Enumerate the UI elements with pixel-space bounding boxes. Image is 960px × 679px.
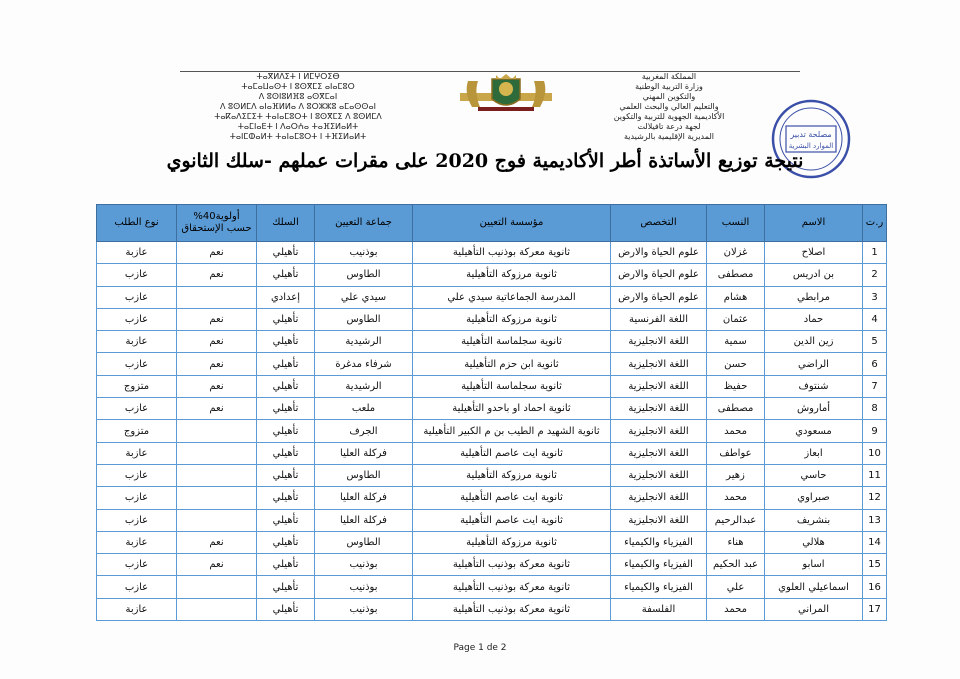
cell-index: 1 bbox=[863, 242, 887, 264]
cell-institution: ثانوية ايت عاصم التأهيلية bbox=[413, 509, 611, 531]
cell-priority: نعم bbox=[177, 554, 257, 576]
tifinagh-line: ⵜⴰⵎⴰⵡⴰⵙⵜ ⵏ ⵓⵙⴳⵎⵉ ⴰⵏⴰⵎⵓⵔ bbox=[241, 82, 355, 91]
cell-institution: ثانوية مرزوكة التأهيلية bbox=[413, 531, 611, 553]
assignment-table bbox=[96, 204, 887, 621]
table-header-row bbox=[97, 205, 887, 242]
cell-request-type: عازبة bbox=[97, 531, 177, 553]
cell-surname: مصطفى bbox=[707, 398, 765, 420]
ministry-line: المديرية الإقليمية بالرشيدية bbox=[623, 132, 715, 141]
table-row bbox=[97, 375, 887, 397]
table-row bbox=[97, 286, 887, 308]
cell-request-type: عازب bbox=[97, 509, 177, 531]
stamp-line-2: الموارد البشرية bbox=[788, 142, 834, 150]
cell-priority: نعم bbox=[177, 353, 257, 375]
cell-cycle: تأهيلي bbox=[257, 464, 315, 486]
cell-name: حاسي bbox=[765, 464, 863, 486]
cell-specialty: الفلسفة bbox=[611, 598, 707, 620]
cell-specialty: اللغة الفرنسية bbox=[611, 308, 707, 330]
table-row bbox=[97, 487, 887, 509]
col-header-commune: جماعة التعيين bbox=[315, 205, 413, 242]
cell-priority: نعم bbox=[177, 264, 257, 286]
cell-name: بنشريف bbox=[765, 509, 863, 531]
cell-institution: ثانوية سجلماسة التأهيلية bbox=[413, 331, 611, 353]
cell-specialty: اللغة الانجليزية bbox=[611, 398, 707, 420]
cell-name: أماروش bbox=[765, 398, 863, 420]
table-body bbox=[97, 242, 887, 621]
cell-request-type: عازبة bbox=[97, 442, 177, 464]
cell-index: 15 bbox=[863, 554, 887, 576]
cell-commune: فركلة العليا bbox=[315, 442, 413, 464]
ministry-header bbox=[574, 72, 764, 142]
cell-institution: ثانوية معركة بوذنيب التأهيلية bbox=[413, 554, 611, 576]
cell-surname: عبدالرحيم bbox=[707, 509, 765, 531]
tifinagh-line: ⴷ ⵓⵙⵍⵎⴷ ⴰⵏⴰⴼⵍⵍⴰ ⴷ ⵓⵔⵣⵣⵓ ⴰⵎⴰⵙⵙⴰⵏ bbox=[220, 102, 376, 111]
cell-institution: المدرسة الجماعاتية سيدي علي bbox=[413, 286, 611, 308]
cell-priority bbox=[177, 509, 257, 531]
table-row bbox=[97, 531, 887, 553]
cell-request-type: عازب bbox=[97, 264, 177, 286]
cell-cycle: تأهيلي bbox=[257, 531, 315, 553]
cell-name: مرابطي bbox=[765, 286, 863, 308]
cell-name: هلالي bbox=[765, 531, 863, 553]
tifinagh-line: ⵜⴰⵎⵏⴰⴹⵜ ⵏ ⴷⴰⵔⵄⴰ ⵜⴰⴼⵉⵍⴰⵍⵜ bbox=[237, 122, 359, 131]
cell-name: مسعودي bbox=[765, 420, 863, 442]
tifinagh-line: ⵜⴰⵏⵎⵀⴰⵍⵜ ⵜⴰⵏⴰⵎⵓⵔⵜ ⵏ ⵜⴼⵉⵍⴰⵍⵜ bbox=[229, 132, 367, 141]
cell-cycle: تأهيلي bbox=[257, 398, 315, 420]
table-row bbox=[97, 420, 887, 442]
cell-cycle: تأهيلي bbox=[257, 331, 315, 353]
cell-request-type: عازب bbox=[97, 308, 177, 330]
cell-cycle: تأهيلي bbox=[257, 420, 315, 442]
ministry-line: وزارة التربية الوطنية bbox=[635, 82, 703, 91]
cell-request-type: عازب bbox=[97, 398, 177, 420]
cell-cycle: تأهيلي bbox=[257, 554, 315, 576]
cell-priority: نعم bbox=[177, 398, 257, 420]
cell-request-type: عازب bbox=[97, 554, 177, 576]
cell-commune: فركلة العليا bbox=[315, 487, 413, 509]
cell-commune: الجرف bbox=[315, 420, 413, 442]
cell-commune: شرفاء مدغرة bbox=[315, 353, 413, 375]
cell-surname: محمد bbox=[707, 487, 765, 509]
cell-index: 4 bbox=[863, 308, 887, 330]
cell-request-type: عازب bbox=[97, 353, 177, 375]
cell-index: 13 bbox=[863, 509, 887, 531]
cell-surname: زهير bbox=[707, 464, 765, 486]
ministry-line: لجهة درعة تافيلالت bbox=[637, 122, 701, 131]
table-row bbox=[97, 464, 887, 486]
cell-surname: سمية bbox=[707, 331, 765, 353]
cell-commune: فركلة العليا bbox=[315, 509, 413, 531]
cell-cycle: تأهيلي bbox=[257, 242, 315, 264]
page-number: Page 1 de 2 bbox=[453, 643, 507, 653]
page-title: نتيجة توزيع الأساتذة أطر الأكاديمية فوج 2020 على مقرات عملهم -سلك الثانوي bbox=[166, 150, 804, 172]
cell-commune: سيدي علي bbox=[315, 286, 413, 308]
cell-commune: الطاوس bbox=[315, 464, 413, 486]
table-row bbox=[97, 442, 887, 464]
cell-name: الراضي bbox=[765, 353, 863, 375]
tifinagh-header bbox=[178, 72, 418, 142]
cell-priority bbox=[177, 442, 257, 464]
cell-specialty: اللغة الانجليزية bbox=[611, 464, 707, 486]
cell-index: 16 bbox=[863, 576, 887, 598]
table-row bbox=[97, 554, 887, 576]
cell-commune: الرشيدية bbox=[315, 331, 413, 353]
cell-specialty: اللغة الانجليزية bbox=[611, 375, 707, 397]
cell-name: زين الدين bbox=[765, 331, 863, 353]
cell-surname: حسن bbox=[707, 353, 765, 375]
cell-surname: غزلان bbox=[707, 242, 765, 264]
cell-institution: ثانوية مرزوكة التأهيلية bbox=[413, 264, 611, 286]
cell-commune: بوذنيب bbox=[315, 598, 413, 620]
cell-cycle: تأهيلي bbox=[257, 487, 315, 509]
col-header-specialty: التخصص bbox=[611, 205, 707, 242]
cell-cycle: تأهيلي bbox=[257, 509, 315, 531]
table-row bbox=[97, 242, 887, 264]
cell-request-type: عازب bbox=[97, 576, 177, 598]
cell-priority: نعم bbox=[177, 375, 257, 397]
cell-specialty: الفيزياء والكيمياء bbox=[611, 554, 707, 576]
cell-priority: نعم bbox=[177, 331, 257, 353]
col-header-request-type: نوع الطلب bbox=[97, 205, 177, 242]
table-row bbox=[97, 353, 887, 375]
cell-specialty: اللغة الانجليزية bbox=[611, 420, 707, 442]
cell-cycle: إعدادي bbox=[257, 286, 315, 308]
cell-priority: نعم bbox=[177, 242, 257, 264]
cell-cycle: تأهيلي bbox=[257, 576, 315, 598]
cell-name: المراني bbox=[765, 598, 863, 620]
cell-cycle: تأهيلي bbox=[257, 598, 315, 620]
cell-request-type: متزوج bbox=[97, 420, 177, 442]
cell-cycle: تأهيلي bbox=[257, 353, 315, 375]
cell-priority bbox=[177, 487, 257, 509]
col-header-priority bbox=[177, 205, 257, 242]
stamp-line-1: مصلحة تدبير bbox=[790, 130, 832, 139]
priority-header-line-1: أولوية40% bbox=[193, 211, 240, 222]
cell-name: بن ادريس bbox=[765, 264, 863, 286]
cell-name: اسابو bbox=[765, 554, 863, 576]
cell-specialty: اللغة الانجليزية bbox=[611, 331, 707, 353]
cell-institution: ثانوية معركة بوذنيب التأهيلية bbox=[413, 576, 611, 598]
col-header-name: الاسم bbox=[765, 205, 863, 242]
cell-surname: هشام bbox=[707, 286, 765, 308]
cell-index: 10 bbox=[863, 442, 887, 464]
cell-request-type: عازبة bbox=[97, 331, 177, 353]
ministry-line: والتكوين المهني bbox=[642, 92, 696, 101]
cell-surname: هناء bbox=[707, 531, 765, 553]
cell-institution: ثانوية ابن حزم التأهيلية bbox=[413, 353, 611, 375]
cell-name: اسماعيلي العلوي bbox=[765, 576, 863, 598]
cell-index: 12 bbox=[863, 487, 887, 509]
ministry-line: المملكة المغربية bbox=[641, 72, 697, 81]
cell-request-type: عازب bbox=[97, 487, 177, 509]
col-header-cycle: السلك bbox=[257, 205, 315, 242]
cell-specialty: الفيزياء والكيمياء bbox=[611, 531, 707, 553]
cell-request-type: عازبة bbox=[97, 242, 177, 264]
cell-request-type: متزوج bbox=[97, 375, 177, 397]
cell-commune: بوذنيب bbox=[315, 242, 413, 264]
col-header-institution: مؤسسة التعيين bbox=[413, 205, 611, 242]
cell-index: 9 bbox=[863, 420, 887, 442]
cell-surname: عواطف bbox=[707, 442, 765, 464]
cell-specialty: اللغة الانجليزية bbox=[611, 487, 707, 509]
cell-specialty: الفيزياء والكيمياء bbox=[611, 576, 707, 598]
col-header-surname: النسب bbox=[707, 205, 765, 242]
cell-priority bbox=[177, 420, 257, 442]
cell-institution: ثانوية ايت عاصم التأهيلية bbox=[413, 487, 611, 509]
cell-request-type: عازب bbox=[97, 286, 177, 308]
cell-index: 2 bbox=[863, 264, 887, 286]
table-row bbox=[97, 331, 887, 353]
cell-name: ابعاز bbox=[765, 442, 863, 464]
cell-cycle: تأهيلي bbox=[257, 442, 315, 464]
cell-cycle: تأهيلي bbox=[257, 375, 315, 397]
cell-specialty: اللغة الانجليزية bbox=[611, 442, 707, 464]
cell-index: 6 bbox=[863, 353, 887, 375]
cell-name: اصلاح bbox=[765, 242, 863, 264]
table-row bbox=[97, 264, 887, 286]
cell-index: 17 bbox=[863, 598, 887, 620]
tifinagh-line: ⵜⴰⴽⴰⴷⵉⵎⵉⵜ ⵜⴰⵏⴰⵎⵓⵔⵜ ⵏ ⵓⵙⴳⵎⵉ ⴷ ⵓⵙⵍⵎⴷ bbox=[214, 112, 382, 121]
tifinagh-line: ⵜⴰⴳⵍⴷⵉⵜ ⵏ ⵍⵎⵖⵔⵉⴱ bbox=[256, 72, 340, 81]
cell-surname: محمد bbox=[707, 598, 765, 620]
cell-index: 11 bbox=[863, 464, 887, 486]
cell-name: شنتوف bbox=[765, 375, 863, 397]
cell-request-type: عازب bbox=[97, 464, 177, 486]
cell-commune: بوذنيب bbox=[315, 554, 413, 576]
cell-surname: عبد الحكيم bbox=[707, 554, 765, 576]
cell-institution: ثانوية سجلماسة التأهيلية bbox=[413, 375, 611, 397]
table-row bbox=[97, 308, 887, 330]
cell-surname: علي bbox=[707, 576, 765, 598]
table-row bbox=[97, 398, 887, 420]
cell-priority bbox=[177, 464, 257, 486]
tifinagh-line: ⴷ ⵓⵙⵏⵓⵍⴼⵓ ⴰⵙⴳⵎⴰⵏ bbox=[258, 92, 338, 101]
cell-surname: حفيظ bbox=[707, 375, 765, 397]
cell-institution: ثانوية ايت عاصم التأهيلية bbox=[413, 442, 611, 464]
cell-commune: الطاوس bbox=[315, 531, 413, 553]
cell-specialty: علوم الحياة والارض bbox=[611, 286, 707, 308]
cell-request-type: عازبة bbox=[97, 598, 177, 620]
cell-institution: ثانوية معركة بوذنيب التأهيلية bbox=[413, 242, 611, 264]
cell-cycle: تأهيلي bbox=[257, 308, 315, 330]
cell-commune: الطاوس bbox=[315, 264, 413, 286]
priority-header-line-2: حسب الإستحقاق bbox=[181, 223, 252, 234]
coat-of-arms-emblem bbox=[458, 73, 554, 113]
cell-priority bbox=[177, 286, 257, 308]
cell-commune: الطاوس bbox=[315, 308, 413, 330]
cell-priority bbox=[177, 598, 257, 620]
cell-institution: ثانوية مرزوكة التأهيلية bbox=[413, 308, 611, 330]
cell-commune: ملعب bbox=[315, 398, 413, 420]
cell-surname: مصطفى bbox=[707, 264, 765, 286]
table-row bbox=[97, 509, 887, 531]
cell-index: 3 bbox=[863, 286, 887, 308]
cell-priority: نعم bbox=[177, 308, 257, 330]
cell-commune: بوذنيب bbox=[315, 576, 413, 598]
cell-index: 7 bbox=[863, 375, 887, 397]
cell-index: 8 bbox=[863, 398, 887, 420]
cell-commune: الرشيدية bbox=[315, 375, 413, 397]
cell-surname: محمد bbox=[707, 420, 765, 442]
cell-name: صبراوي bbox=[765, 487, 863, 509]
table-row bbox=[97, 576, 887, 598]
cell-specialty: اللغة الانجليزية bbox=[611, 353, 707, 375]
cell-index: 14 bbox=[863, 531, 887, 553]
ministry-line: والتعليم العالي والبحث العلمي bbox=[619, 102, 719, 111]
col-header-index: ر.ت bbox=[863, 205, 887, 242]
cell-specialty: علوم الحياة والارض bbox=[611, 242, 707, 264]
cell-institution: ثانوية احماد او باحدو التأهيلية bbox=[413, 398, 611, 420]
cell-priority bbox=[177, 576, 257, 598]
cell-specialty: علوم الحياة والارض bbox=[611, 264, 707, 286]
cell-institution: ثانوية مرزوكة التأهيلية bbox=[413, 464, 611, 486]
cell-priority: نعم bbox=[177, 531, 257, 553]
cell-cycle: تأهيلي bbox=[257, 264, 315, 286]
cell-specialty: اللغة الانجليزية bbox=[611, 509, 707, 531]
cell-name: حماد bbox=[765, 308, 863, 330]
ministry-line: الأكاديمية الجهوية للتربية والتكوين bbox=[613, 112, 725, 121]
table-row bbox=[97, 598, 887, 620]
cell-surname: عثمان bbox=[707, 308, 765, 330]
cell-institution: ثانوية معركة بوذنيب التأهيلية bbox=[413, 598, 611, 620]
cell-institution: ثانوية الشهيد م الطيب بن م الكبير التأهيلية bbox=[413, 420, 611, 442]
cell-index: 5 bbox=[863, 331, 887, 353]
